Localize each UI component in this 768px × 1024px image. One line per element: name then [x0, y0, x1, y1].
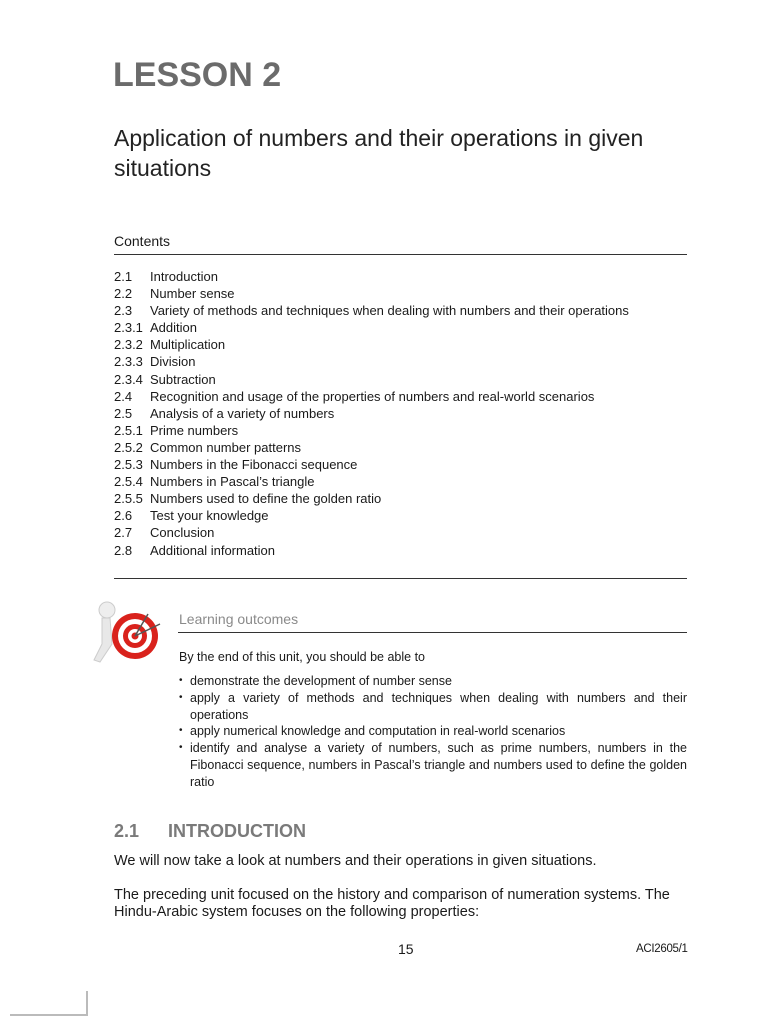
toc-text: Subtraction [150, 371, 216, 387]
corner-mark [10, 1014, 88, 1016]
learning-outcomes-list [179, 673, 687, 791]
toc-item [114, 353, 629, 370]
toc-number: 2.7 [114, 525, 133, 541]
divider [114, 578, 687, 579]
learning-outcomes-title: Learning outcomes [179, 611, 299, 627]
toc-text: Numbers used to define the golden ratio [150, 491, 382, 507]
toc-item [114, 336, 629, 353]
toc-item [114, 507, 629, 524]
toc-number: 2.5.2 [114, 439, 143, 455]
toc-text: Division [150, 354, 196, 370]
toc-item [114, 456, 629, 473]
toc-number: 2.3 [114, 303, 133, 319]
toc-number: 2.5 [114, 405, 133, 421]
section-heading [114, 821, 306, 842]
toc-item [114, 268, 629, 285]
toc-text: Additional information [150, 542, 276, 558]
divider [114, 254, 687, 255]
toc-item [114, 302, 629, 319]
contents-heading: Contents [114, 233, 171, 249]
toc-text: Numbers in Pascal’s triangle [150, 474, 315, 490]
toc-number: 2.5.5 [114, 491, 143, 507]
toc-text: Number sense [150, 286, 235, 302]
paragraph: The preceding unit focused on the history and comparison of numeration systems. The Hindu-Arabic system focuses on the following properties: [114, 887, 670, 920]
toc-item [114, 422, 629, 439]
toc-number: 2.4 [114, 388, 133, 404]
toc-item [114, 405, 629, 422]
toc-number: 2.3.4 [114, 371, 143, 387]
module-code: ACI2605/1 [636, 943, 688, 955]
lesson-title: LESSON 2 [113, 56, 282, 94]
toc-number: 2.1 [114, 269, 133, 284]
toc-item [114, 388, 629, 405]
toc-text: Recognition and usage of the properties of numbers and real-world scenarios [150, 388, 595, 404]
toc-item [114, 371, 629, 388]
table-of-contents [114, 268, 629, 559]
toc-text: Analysis of a variety of numbers [150, 405, 335, 421]
toc-text: Introduction [150, 269, 218, 284]
toc-text: Variety of methods and techniques when dealing with numbers and their operations [150, 303, 629, 319]
list-item: • apply numerical knowledge and computation in real-world scenarios [179, 723, 687, 740]
page-number: 15 [398, 941, 414, 957]
toc-number: 2.3.2 [114, 337, 143, 353]
toc-number: 2.6 [114, 508, 133, 524]
toc-item [114, 439, 629, 456]
toc-item [114, 285, 629, 302]
toc-text: Test your knowledge [150, 508, 269, 524]
target-figure-icon [80, 596, 166, 666]
toc-text: Addition [150, 320, 197, 336]
toc-number: 2.2 [114, 286, 133, 302]
toc-number: 2.3.1 [114, 320, 143, 336]
learning-outcomes-intro: By the end of this unit, you should be able to [179, 650, 426, 664]
toc-text: Common number patterns [150, 439, 302, 455]
toc-number: 2.5.1 [114, 422, 143, 438]
list-item: • identify and analyse a variety of numbers, such as prime numbers, numbers in the Fibonacci sequence, numbers in Pascal’s triangle and numbers used to define the golden ratio [179, 740, 687, 790]
list-item: • apply a variety of methods and techniques when dealing with numbers and their operations [179, 690, 687, 724]
toc-item [114, 473, 629, 490]
list-item: • demonstrate the development of number sense [179, 673, 687, 690]
toc-number: 2.8 [114, 542, 133, 558]
section-title: INTRODUCTION [168, 821, 306, 841]
toc-text: Multiplication [150, 337, 226, 353]
paragraph: We will now take a look at numbers and their operations in given situations. [114, 853, 597, 869]
toc-number: 2.5.3 [114, 457, 143, 473]
toc-item [114, 524, 629, 541]
corner-mark [86, 991, 88, 1016]
toc-text: Prime numbers [150, 422, 239, 438]
divider [178, 632, 687, 633]
toc-text: Conclusion [150, 525, 215, 541]
section-number: 2.1 [114, 821, 140, 841]
toc-item [114, 319, 629, 336]
toc-text: Numbers in the Fibonacci sequence [150, 457, 358, 473]
toc-number: 2.3.3 [114, 354, 143, 370]
toc-item [114, 542, 629, 559]
lesson-subtitle: Application of numbers and their operations in given situations [114, 125, 644, 181]
toc-number: 2.5.4 [114, 474, 143, 490]
toc-item [114, 490, 629, 507]
